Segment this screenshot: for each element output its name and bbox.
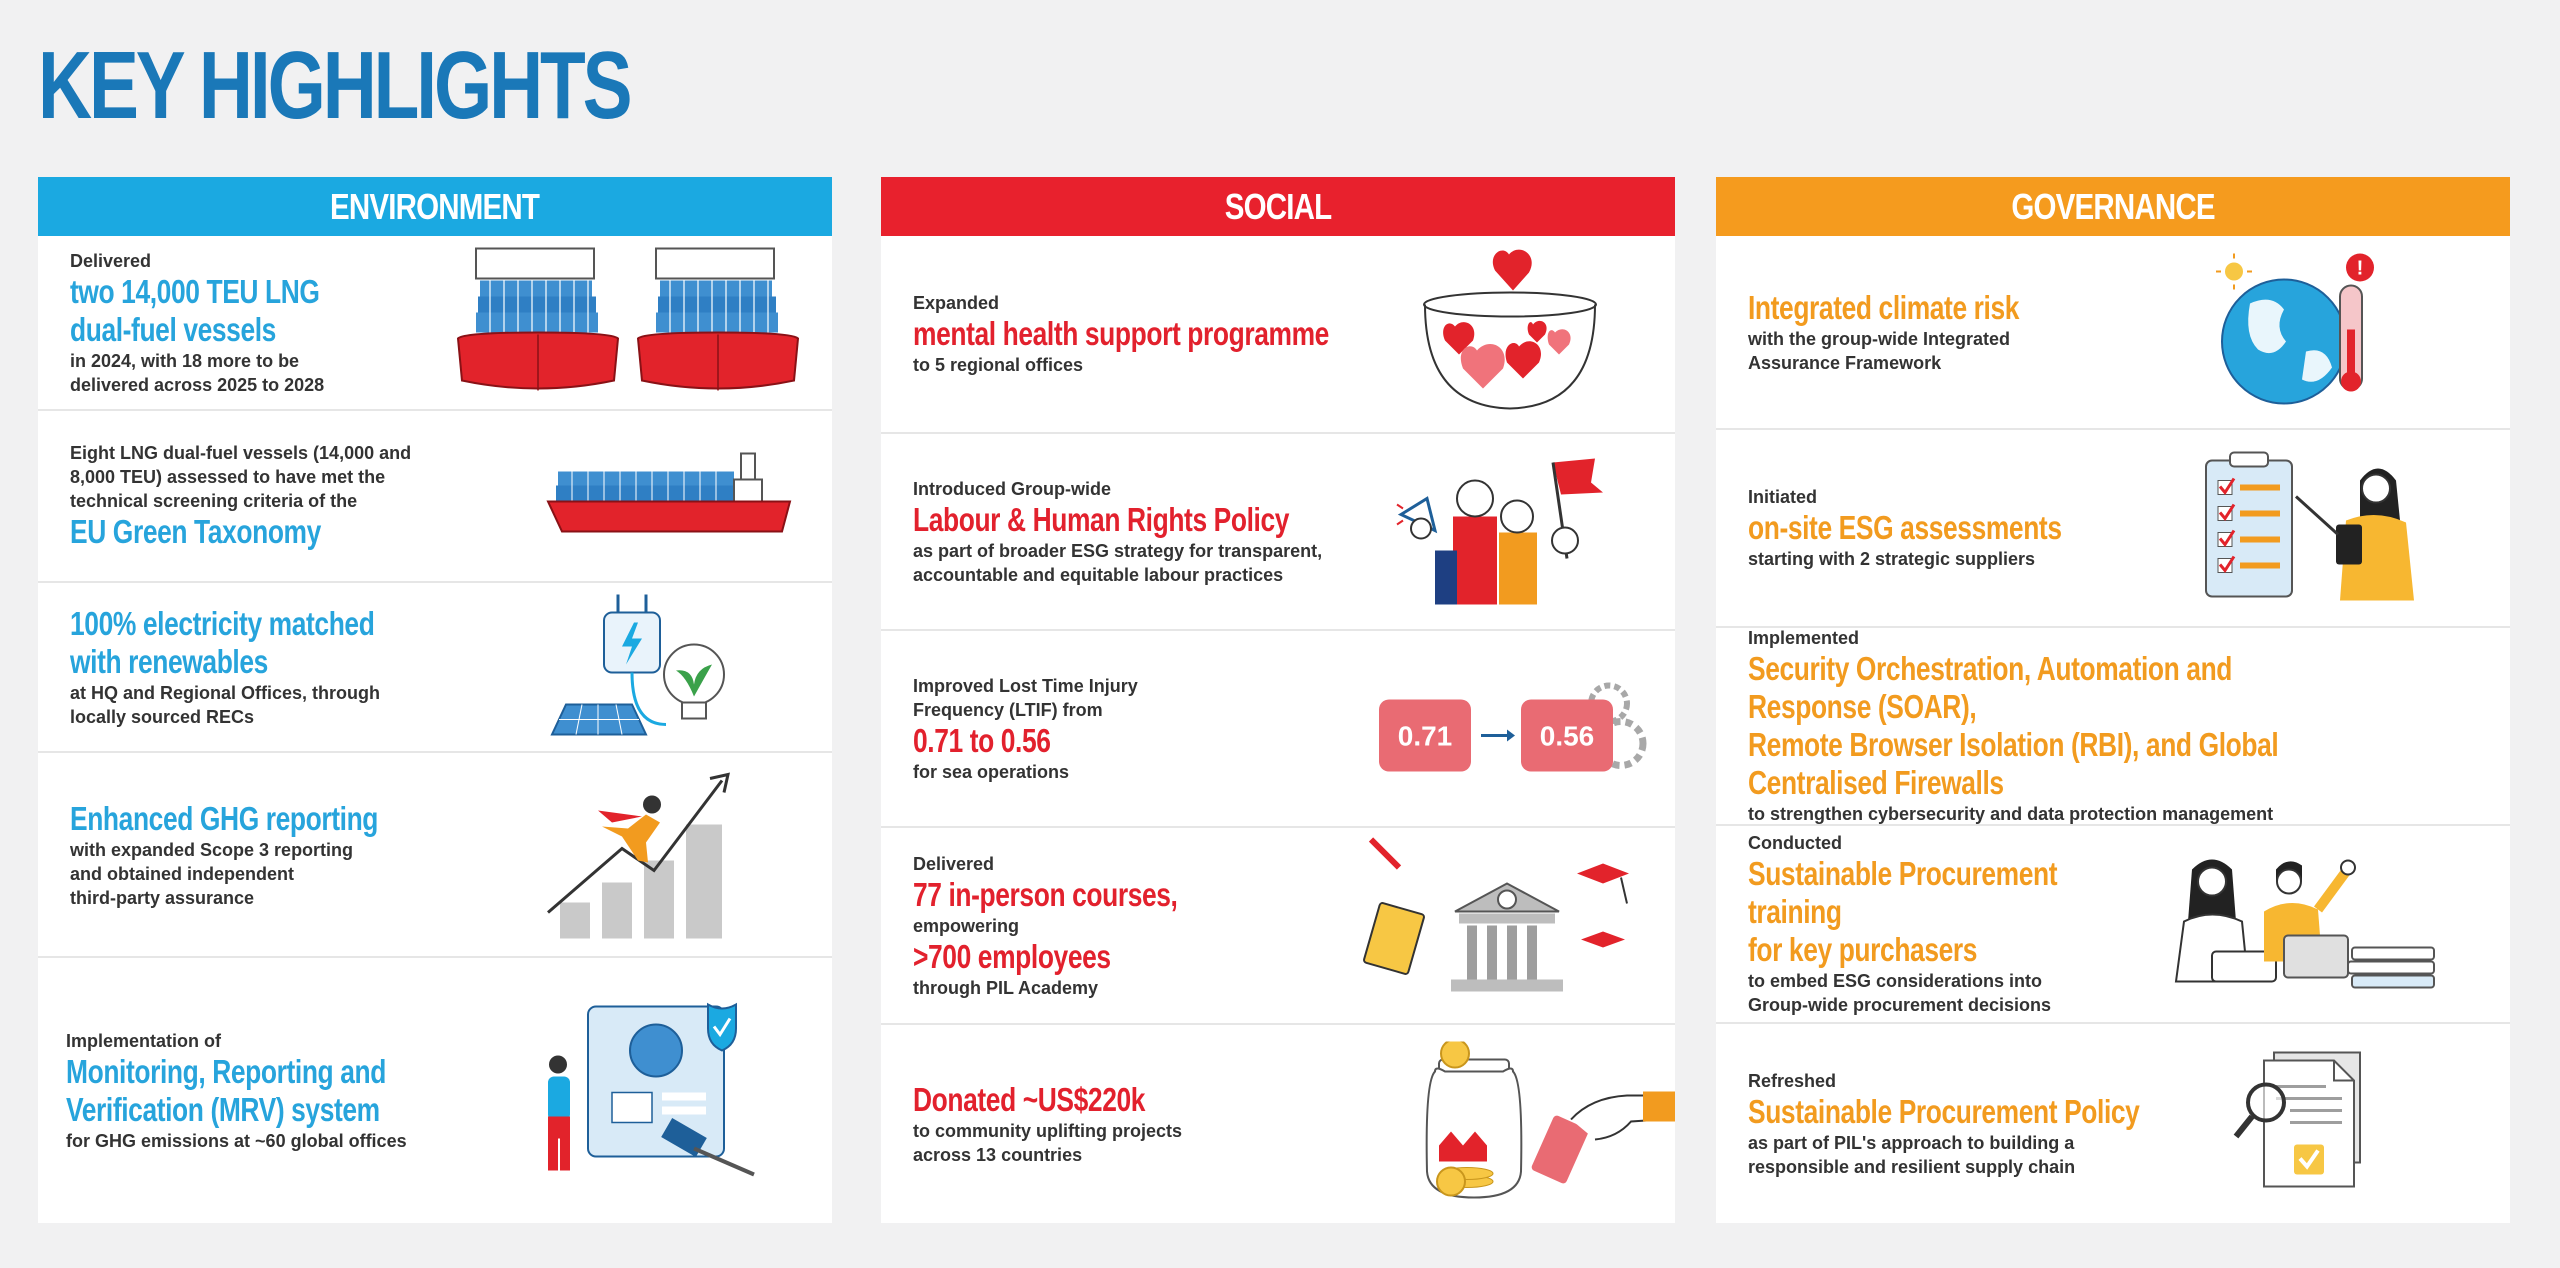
- ltif-from-value: 0.71: [1397, 720, 1453, 751]
- svg-text:!: !: [2356, 257, 2364, 280]
- item-pre-text: Initiated: [1748, 487, 1818, 507]
- governance-item-climate-risk: [1716, 236, 2510, 428]
- item-highlight: on-site ESG assessments: [1748, 509, 2062, 546]
- governance-column: [1716, 177, 2510, 1223]
- governance-item-esg-assessments: [1716, 428, 2510, 626]
- social-item-ltif: [881, 629, 1675, 826]
- item-post-text: for GHG emissions at ~60 global offices: [66, 1130, 407, 1151]
- item-highlight: 0.71 to 0.56: [913, 721, 1051, 759]
- item-pre-text: Conducted: [1748, 833, 1842, 853]
- item-pre-text: Refreshed: [1748, 1070, 1837, 1091]
- item-highlight: Labour & Human Rights Policy: [913, 500, 1290, 538]
- item-highlight: 77 in-person courses,: [913, 875, 1178, 913]
- item-pre-text: Implemented: [1748, 628, 1860, 648]
- item-post-text: as part of PIL's approach to building a responsible and resilient supply chain: [1748, 1132, 2076, 1177]
- item-highlight: Sustainable Procurement Policy: [1748, 1092, 2140, 1130]
- academy-icon: [1355, 833, 1645, 1018]
- environment-item-lng-vessels: [38, 236, 832, 409]
- governance-item-cybersecurity: [1716, 626, 2510, 824]
- environment-item-eu-taxonomy: [38, 409, 832, 581]
- item-post-text: to 5 regional offices: [913, 355, 1084, 375]
- growth-chart-icon: [542, 762, 742, 947]
- item-post-text: starting with 2 strategic suppliers: [1748, 549, 2036, 569]
- item-post-text: through PIL Academy: [913, 977, 1099, 998]
- environment-header: ENVIRONMENT: [38, 177, 832, 236]
- ltif-improvement-icon: [1373, 671, 1653, 786]
- item-post-text: in 2024, with 18 more to be delivered across 2025 to 2028: [70, 350, 325, 395]
- item-highlight-2: >700 employees: [913, 937, 1111, 975]
- social-item-academy: [881, 826, 1675, 1023]
- governance-item-procurement-policy: [1716, 1022, 2510, 1223]
- policy-document-icon: [2230, 1046, 2380, 1201]
- donation-jar-icon: [1395, 1042, 1675, 1207]
- item-highlight: Security Orchestration, Automation and Response (SOAR), Remote Browser Isolation (RBI), and Global Centralised Firewalls: [1748, 650, 2279, 801]
- item-post-text: to community uplifting projects across 13 countries: [913, 1121, 1182, 1165]
- item-highlight: Monitoring, Reporting and Verification (MRV) system: [66, 1052, 386, 1128]
- item-pre-text: Delivered: [70, 250, 152, 271]
- environment-column: [38, 177, 832, 1223]
- item-post-text: with the group-wide Integrated Assurance Framework: [1748, 329, 2010, 373]
- item-post-text: for sea operations: [913, 761, 1070, 782]
- item-highlight: Sustainable Procurement training for key purchasers: [1748, 855, 2058, 968]
- ltif-to-value: 0.56: [1539, 720, 1595, 751]
- checklist-assessment-icon: [2200, 451, 2420, 606]
- item-post-text: to embed ESG considerations into Group-wide procurement decisions: [1748, 971, 2052, 1015]
- item-pre-text: Introduced Group-wide: [913, 478, 1111, 499]
- container-ships-icon: [454, 240, 804, 405]
- training-people-icon: [2172, 852, 2442, 997]
- hearts-bowl-icon: [1415, 247, 1605, 422]
- item-pre-text: Improved Lost Time Injury Frequency (LTIF) from: [913, 675, 1138, 720]
- item-post-text: at HQ and Regional Offices, through locally sourced RECs: [70, 683, 381, 727]
- item-highlight: Enhanced GHG reporting: [70, 799, 379, 837]
- item-pre-text: Implementation of: [66, 1030, 222, 1051]
- renewable-energy-icon: [536, 585, 736, 750]
- item-pre-text: Expanded: [913, 293, 1000, 313]
- item-mid-text: empowering: [913, 915, 1020, 936]
- social-item-labour-policy: [881, 432, 1675, 629]
- item-pre-text: Eight LNG dual-fuel vessels (14,000 and 8,000 TEU) assessed to have met the technical screening criteria of the: [70, 443, 412, 511]
- item-highlight: mental health support programme: [913, 315, 1329, 352]
- social-header: SOCIAL: [881, 177, 1675, 236]
- item-post-text: as part of broader ESG strategy for transparent, accountable and equitable labour practices: [913, 540, 1323, 585]
- item-highlight: 100% electricity matched with renewables: [70, 605, 375, 680]
- governance-header: GOVERNANCE: [1716, 177, 2510, 236]
- item-post-text: to strengthen cybersecurity and data protection management: [1748, 804, 2274, 824]
- governance-item-procurement-training: [1716, 824, 2510, 1022]
- environment-item-ghg-reporting: [38, 751, 832, 956]
- item-pre-text: Delivered: [913, 853, 995, 874]
- environment-item-renewables: [38, 581, 832, 751]
- social-item-donation: [881, 1023, 1675, 1223]
- item-highlight: Donated ~US$220k: [913, 1081, 1146, 1118]
- item-highlight: two 14,000 TEU LNG dual-fuel vessels: [70, 272, 320, 348]
- item-highlight: EU Green Taxonomy: [70, 513, 321, 550]
- social-item-mental-health: [881, 236, 1675, 432]
- environment-item-mrv-system: [38, 956, 832, 1223]
- globe-thermometer-icon: [2214, 250, 2384, 415]
- page-title: KEY HIGHLIGHTS: [38, 32, 630, 139]
- container-ship-icon: [546, 444, 796, 549]
- item-highlight: Integrated climate risk: [1748, 289, 2020, 326]
- raised-fists-icon: [1395, 454, 1645, 609]
- social-column: [881, 177, 1675, 1223]
- item-post-text: with expanded Scope 3 reporting and obtained independent third-party assurance: [70, 839, 354, 908]
- verification-report-icon: [532, 998, 792, 1183]
